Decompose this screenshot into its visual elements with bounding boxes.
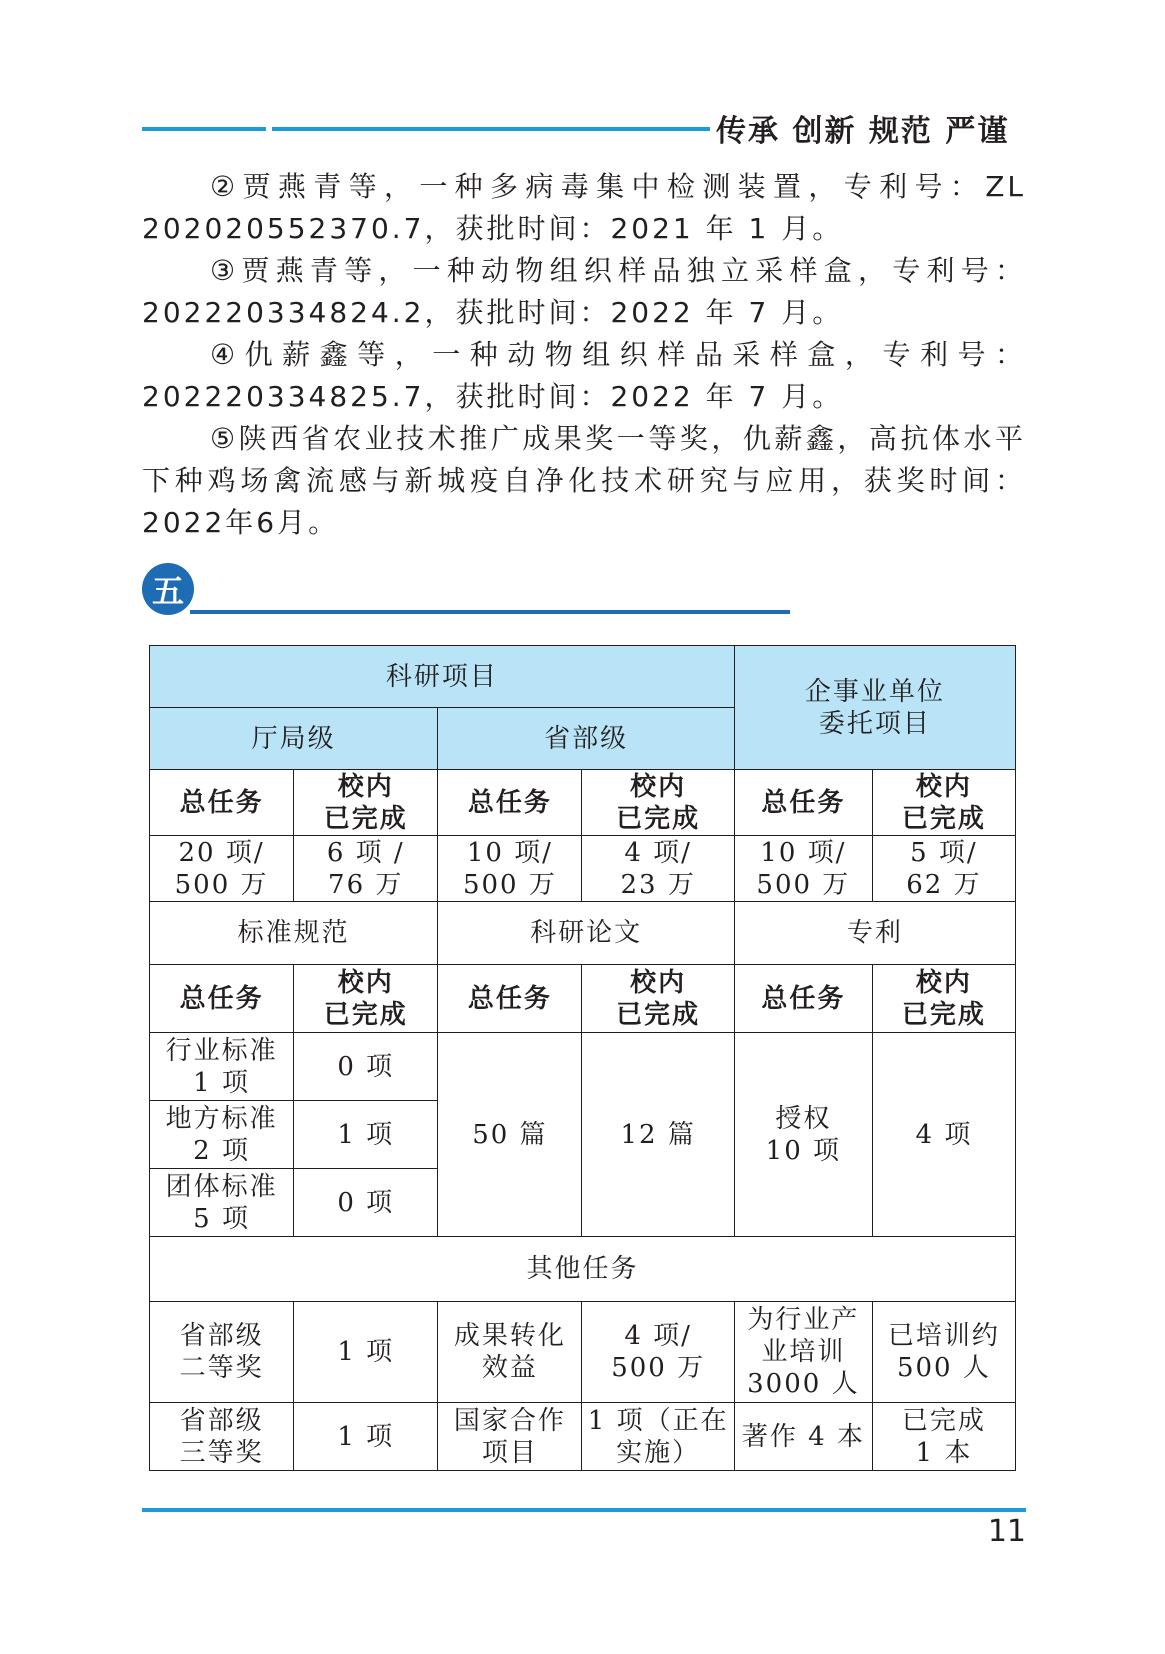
header-rule-right: [272, 127, 710, 131]
provincial-level-header: 省部级: [438, 708, 735, 770]
papers-header: 科研论文: [438, 902, 735, 965]
table-cell: 省部级 三等奖: [150, 1403, 294, 1471]
table-cell: 省部级 二等奖: [150, 1302, 294, 1403]
header-rule-left: [142, 127, 266, 131]
table-row: [150, 770, 1016, 836]
patents-header: 专利: [734, 902, 1015, 965]
paragraph: ⑤陕西省农业技术推广成果奖一等奖，仇薪鑫，高抗体水平下种鸡场禽流感与新城疫自净化技术研究与应用，获奖时间：2022年6月。: [142, 422, 1026, 539]
standard-task-cell: 行业标准 1 项: [150, 1033, 294, 1101]
table-cell: 1 项: [294, 1403, 438, 1471]
completed-header: 校内 已完成: [582, 965, 734, 1033]
table-cell: 已完成 1 本: [872, 1403, 1015, 1471]
completed-header: 校内 已完成: [872, 770, 1015, 836]
table-row: [150, 646, 1016, 708]
completed-header: 校内 已完成: [582, 770, 734, 836]
table-cell: 1 项（正在 实施）: [582, 1403, 734, 1471]
completed-header: 校内 已完成: [294, 965, 438, 1033]
paragraph: ②贾燕青等，一种多病毒集中检测装置，专利号：ZL 202020552370.7，获批时间：2021 年 1 月。: [142, 170, 1026, 245]
total-task-header: 总任务: [734, 770, 872, 836]
standard-task-cell: 团体标准 5 项: [150, 1169, 294, 1237]
table-row: [150, 836, 1016, 902]
table-row: [150, 1403, 1016, 1471]
page-number: 11: [987, 1514, 1026, 1549]
footer-rule: [142, 1508, 1026, 1512]
header-slogan: 传承 创新 规范 严谨: [716, 114, 1010, 149]
other-tasks-header: 其他任务: [150, 1237, 1016, 1302]
table-cell: 1 项: [294, 1302, 438, 1403]
patents-total-cell: 授权 10 项: [734, 1033, 872, 1237]
total-task-header: 总任务: [150, 770, 294, 836]
table-cell: 20 项/ 500 万: [150, 836, 294, 902]
table-cell: 成果转化 效益: [438, 1302, 582, 1403]
completed-header: 校内 已完成: [872, 965, 1015, 1033]
section-number-badge: 五: [142, 563, 194, 615]
table-row: [150, 1302, 1016, 1403]
table-cell: 10 项/ 500 万: [438, 836, 582, 902]
table-cell: 著作 4 本: [734, 1403, 872, 1471]
total-task-header: 总任务: [438, 770, 582, 836]
papers-total-cell: 50 篇: [438, 1033, 582, 1237]
bureau-level-header: 厅局级: [150, 708, 438, 770]
standards-header: 标准规范: [150, 902, 438, 965]
total-task-header: 总任务: [438, 965, 582, 1033]
table-cell: 为行业产 业培训 3000 人: [734, 1302, 872, 1403]
table-cell: 国家合作 项目: [438, 1403, 582, 1471]
enterprise-projects-header: 企事业单位 委托项目: [734, 646, 1015, 770]
completed-header: 校内 已完成: [294, 770, 438, 836]
total-task-header: 总任务: [150, 965, 294, 1033]
table-cell: 已培训约 500 人: [872, 1302, 1015, 1403]
tasks-table: [149, 645, 1016, 1471]
section-rule: [190, 610, 790, 614]
table-cell: 6 项 / 76 万: [294, 836, 438, 902]
total-task-header: 总任务: [734, 965, 872, 1033]
standard-done-cell: 0 项: [294, 1033, 438, 1101]
table-row: [150, 965, 1016, 1033]
paragraph: ④仇薪鑫等，一种动物组织样品采样盒，专利号：202220334825.7，获批时间：2022 年 7 月。: [142, 338, 1026, 413]
paragraph: ③贾燕青等，一种动物组织样品独立采样盒，专利号：202220334824.2，获批时间：2022 年 7 月。: [142, 254, 1026, 329]
research-projects-header: 科研项目: [150, 646, 735, 708]
body-text: [142, 166, 1026, 544]
standard-done-cell: 0 项: [294, 1169, 438, 1237]
table-cell: 10 项/ 500 万: [734, 836, 872, 902]
papers-done-cell: 12 篇: [582, 1033, 734, 1237]
standard-done-cell: 1 项: [294, 1101, 438, 1169]
standard-task-cell: 地方标准 2 项: [150, 1101, 294, 1169]
table-row: [150, 902, 1016, 965]
patents-done-cell: 4 项: [872, 1033, 1015, 1237]
table-row: [150, 1033, 1016, 1101]
table-cell: 5 项/ 62 万: [872, 836, 1015, 902]
table-cell: 4 项/ 500 万: [582, 1302, 734, 1403]
table-cell: 4 项/ 23 万: [582, 836, 734, 902]
table-row: [150, 1237, 1016, 1302]
